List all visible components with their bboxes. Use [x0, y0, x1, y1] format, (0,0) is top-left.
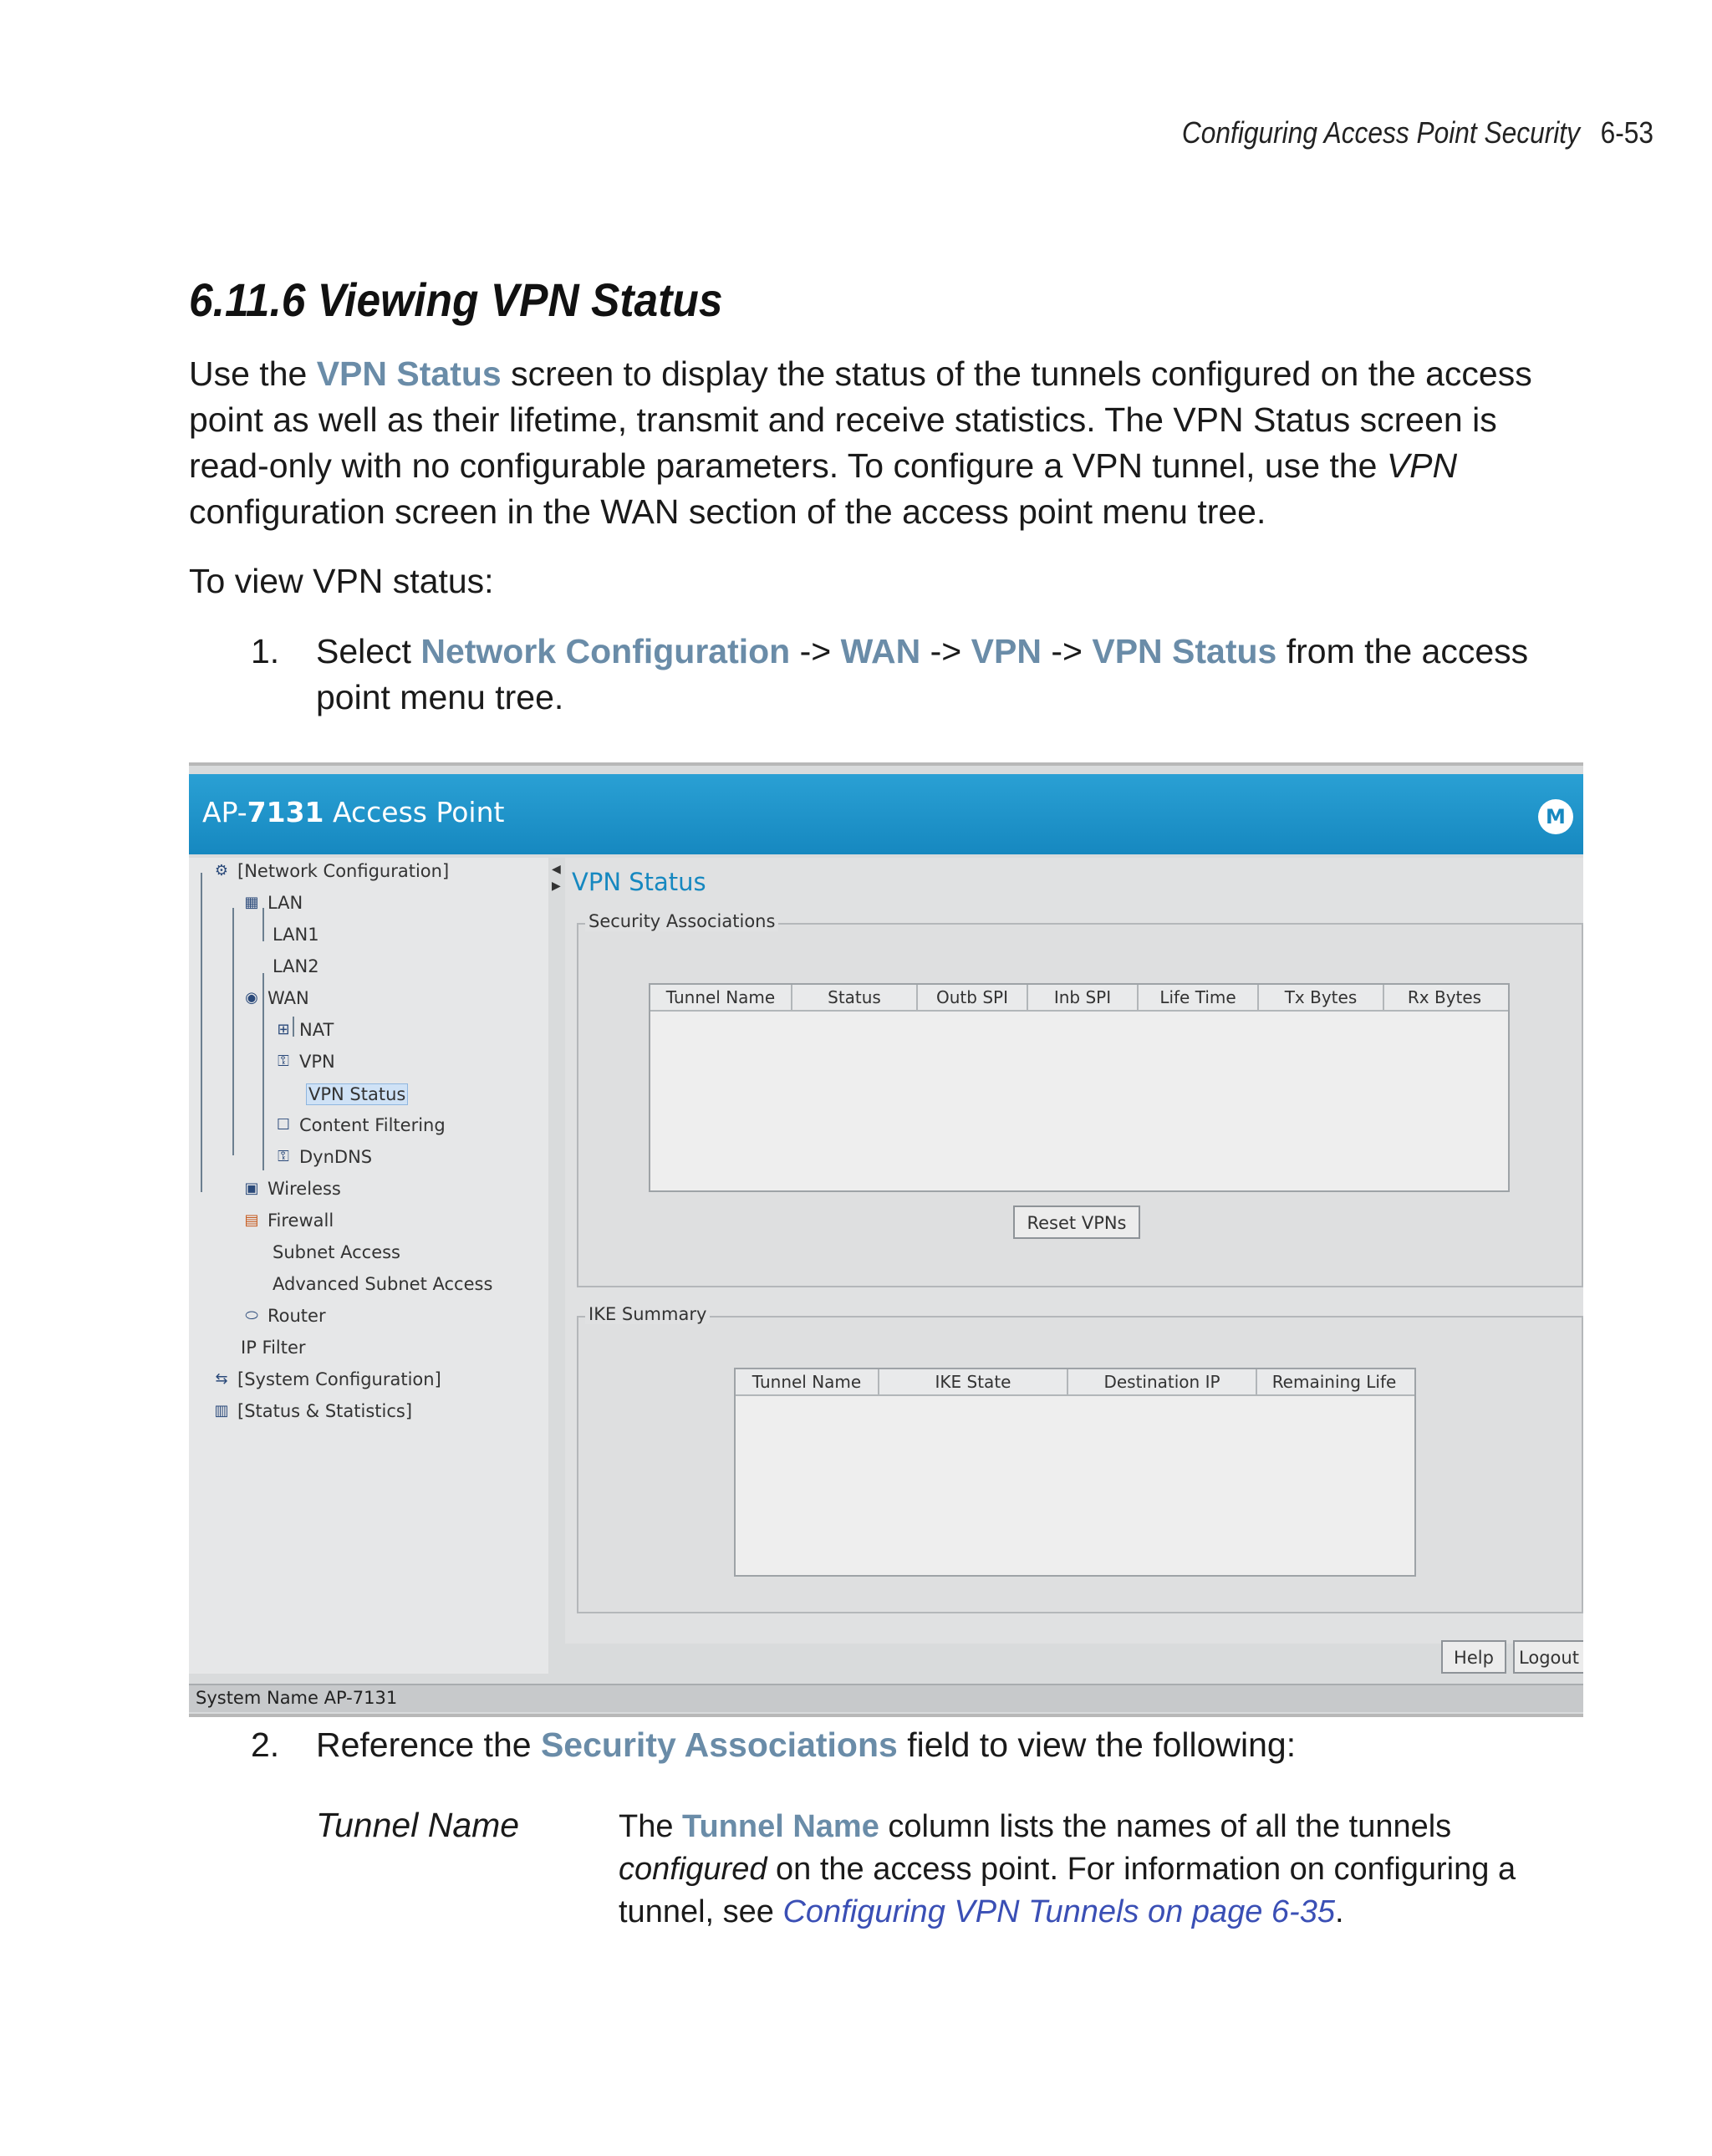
system-icon: ⇆ — [215, 1370, 228, 1388]
tree-label: VPN — [299, 1052, 335, 1072]
step-2 — [251, 1722, 1580, 1769]
vpn-icon: ⚿ — [278, 1053, 289, 1070]
tree-line — [232, 908, 234, 1155]
stats-icon: ▥ — [214, 1402, 229, 1419]
step-1 — [251, 629, 1580, 722]
column-header[interactable]: Rx Bytes — [1407, 987, 1482, 1007]
tree-item-dyndns[interactable] — [273, 1147, 372, 1167]
column-header[interactable]: Outb SPI — [918, 985, 1028, 1010]
content-pane — [565, 858, 1583, 1644]
text-run: field to view the following: — [897, 1725, 1297, 1764]
table-header — [650, 985, 1508, 1012]
running-header — [1182, 115, 1653, 150]
step-text — [316, 1722, 1587, 1768]
security-associations-table[interactable] — [649, 983, 1510, 1192]
emphasis-vpn: VPN — [1386, 446, 1458, 485]
text-run: configuration screen in the WAN section of the access point menu tree. — [189, 492, 1266, 531]
keyword-wan: WAN — [840, 632, 921, 670]
tree-item-ip-filter[interactable] — [241, 1338, 306, 1358]
text-run: screen to display the status of the tunnels configured on the access point as well as their lifetime, transmit and receive statistics. The VPN Status screen is read-only with no configurable parameters. To configure a VPN tunnel, use the — [189, 354, 1532, 485]
definition-term: Tunnel Name — [316, 1806, 520, 1844]
section-title: 6.11.6 Viewing VPN Status — [189, 273, 723, 326]
column-header[interactable]: Status — [792, 985, 918, 1010]
tree-item-lan2[interactable] — [273, 956, 319, 976]
keyword-tunnel-name: Tunnel Name — [682, 1809, 879, 1844]
text-run: -> — [1041, 632, 1093, 670]
tree-item-network-configuration[interactable] — [211, 861, 449, 881]
keyword-vpn: VPN — [971, 632, 1042, 670]
security-associations-group — [577, 911, 1583, 1287]
column-header[interactable]: Tunnel Name — [736, 1369, 879, 1394]
tree-label: IP Filter — [241, 1338, 306, 1358]
group-label: IKE Summary — [585, 1304, 710, 1324]
tree-item-lan[interactable] — [241, 893, 303, 913]
tree-item-content-filtering[interactable] — [273, 1115, 446, 1135]
menu-tree — [189, 858, 551, 1674]
tree-item-lan1[interactable] — [273, 925, 319, 945]
step-number: 2. — [251, 1725, 280, 1764]
text-run: column lists the names of all the tunnels — [879, 1809, 1452, 1844]
pane-splitter[interactable] — [548, 858, 565, 1674]
text-run: on the access point. For information on configuring a tunnel, see — [619, 1852, 1516, 1929]
keyword-security-associations: Security Associations — [540, 1725, 898, 1764]
page-number: 6-53 — [1600, 115, 1653, 150]
help-button[interactable]: Help — [1441, 1640, 1506, 1674]
tree-item-wireless[interactable] — [241, 1179, 341, 1199]
text-run: -> — [920, 632, 971, 670]
column-header[interactable]: Tx Bytes — [1259, 985, 1384, 1010]
tree-label: DynDNS — [299, 1147, 373, 1167]
page-title: VPN Status — [572, 868, 706, 896]
tree-item-system-configuration[interactable] — [211, 1369, 441, 1389]
ike-summary-table[interactable] — [734, 1368, 1416, 1577]
tree-line — [262, 1105, 264, 1170]
network-icon: ⚙ — [214, 862, 229, 879]
tree-label: Advanced Subnet Access — [273, 1274, 493, 1294]
tree-label: NAT — [299, 1020, 334, 1040]
tree-label: LAN2 — [273, 956, 319, 976]
reset-vpns-button[interactable]: Reset VPNs — [1013, 1205, 1140, 1239]
definition-text — [619, 1806, 1555, 1934]
tree-label: Content Filtering — [299, 1115, 446, 1135]
tree-item-subnet-access[interactable] — [273, 1242, 400, 1262]
keyword-vpn-status: VPN Status — [1092, 632, 1277, 670]
app-title-bar — [189, 774, 1583, 854]
tree-label: VPN Status — [306, 1083, 408, 1105]
tree-item-wan[interactable] — [241, 988, 309, 1008]
motorola-logo-icon: M — [1538, 799, 1573, 834]
text-run: from the access point menu tree. — [316, 632, 1529, 716]
tree-label: Subnet Access — [273, 1242, 400, 1262]
nat-icon: ⊞ — [277, 1021, 290, 1038]
tree-line — [262, 908, 264, 941]
step-number: 1. — [251, 632, 280, 670]
tree-item-firewall[interactable] — [241, 1211, 334, 1231]
router-icon: ⬭ — [245, 1307, 258, 1324]
collapse-left-icon[interactable]: ◀ — [552, 863, 561, 876]
tree-label: Firewall — [268, 1211, 334, 1231]
table-header — [736, 1369, 1414, 1396]
column-header[interactable]: Destination IP — [1068, 1369, 1257, 1394]
lan-icon: ▦ — [244, 894, 259, 911]
tree-label: WAN — [268, 988, 309, 1008]
tree-line — [201, 873, 202, 1192]
tree-item-status-statistics[interactable] — [211, 1401, 412, 1421]
firewall-icon: ▤ — [244, 1211, 259, 1229]
tree-item-vpn[interactable] — [273, 1052, 335, 1072]
title-prefix: AP- — [202, 796, 247, 828]
text-run: Select — [316, 632, 421, 670]
expand-right-icon[interactable]: ▶ — [552, 879, 561, 893]
step-text — [316, 629, 1587, 721]
tree-item-advanced-subnet-access[interactable] — [273, 1274, 492, 1294]
tree-label: [System Configuration] — [237, 1369, 441, 1389]
dns-icon: ⚿ — [278, 1148, 289, 1165]
tree-label: [Status & Statistics] — [237, 1401, 413, 1421]
text-run: -> — [790, 632, 841, 670]
tree-label: Wireless — [268, 1179, 341, 1199]
column-header[interactable]: IKE State — [879, 1369, 1068, 1394]
system-name: System Name AP-7131 — [196, 1688, 398, 1708]
instruction-paragraph: To view VPN status: — [189, 562, 494, 600]
header-title: Configuring Access Point Security — [1181, 115, 1580, 150]
column-header[interactable]: Tunnel Name — [650, 985, 792, 1010]
tree-item-vpn-status[interactable] — [306, 1083, 408, 1105]
column-header[interactable]: Remaining Life — [1271, 1372, 1397, 1392]
wireless-icon: ▣ — [244, 1180, 259, 1197]
tree-item-nat[interactable] — [273, 1020, 334, 1040]
tree-label: LAN — [268, 893, 303, 913]
emphasis-configured: configured — [619, 1852, 767, 1887]
ike-summary-group — [577, 1304, 1583, 1613]
text-run: The — [619, 1809, 683, 1844]
text-run: Use the — [189, 354, 317, 393]
tree-label: Router — [268, 1306, 326, 1326]
title-suffix: Access Point — [324, 796, 505, 828]
keyword-vpn-status: VPN Status — [316, 354, 502, 393]
app-title — [202, 796, 504, 828]
text-run: Reference the — [316, 1725, 541, 1764]
intro-paragraph — [189, 351, 1577, 535]
keyword-network-configuration: Network Configuration — [420, 632, 791, 670]
tree-label: LAN1 — [273, 925, 319, 945]
cross-reference-link[interactable]: Configuring VPN Tunnels on page 6-35 — [782, 1894, 1335, 1929]
filter-icon: ☐ — [276, 1116, 291, 1134]
tree-label: [Network Configuration] — [237, 861, 450, 881]
wan-icon: ◉ — [245, 989, 258, 1007]
group-label: Security Associations — [585, 911, 778, 931]
logout-button[interactable]: Logout — [1513, 1640, 1583, 1674]
column-header[interactable]: Inb SPI — [1028, 985, 1139, 1010]
vpn-status-screenshot — [189, 762, 1583, 1717]
column-header[interactable]: Life Time — [1139, 985, 1259, 1010]
tree-item-router[interactable] — [241, 1306, 326, 1326]
text-run: . — [1334, 1894, 1344, 1929]
status-bar — [189, 1684, 1583, 1712]
title-model: 7131 — [247, 796, 324, 828]
